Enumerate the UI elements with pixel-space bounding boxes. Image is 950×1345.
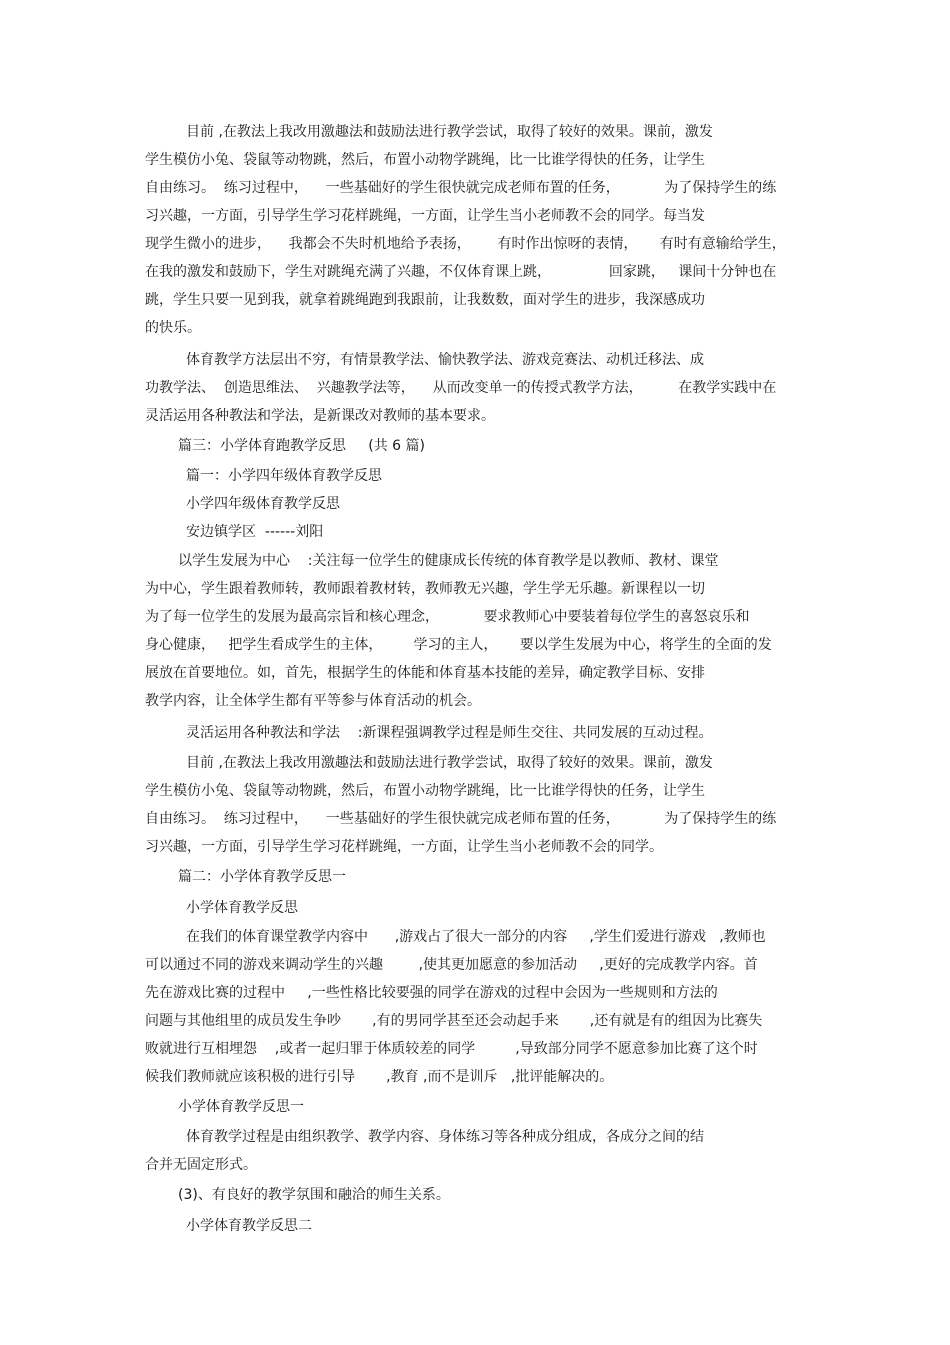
- paragraph-line: 现学生微小的进步， 我都会不失时机地给予表扬， 有时作出惊呀的表情， 有时有意输给学生，: [145, 236, 786, 252]
- paragraph-line: 学生模仿小兔、袋鼠等动物跳，然后，布置小动物学跳绳，比一比谁学得快的任务，让学生: [145, 783, 705, 799]
- article-title: 小学体育教学反思二: [186, 1218, 312, 1234]
- section-heading: 篇三：小学体育跑教学反思 (共 6 篇): [178, 438, 425, 454]
- paragraph-line: 败就进行互相埋怨 ,或者一起归罪于体质较差的同学 ,导致部分同学不愿意参加比赛了这个时: [145, 1041, 758, 1057]
- article-title: 小学体育教学反思: [186, 900, 298, 916]
- section-heading: 篇二：小学体育教学反思一: [178, 869, 346, 885]
- paragraph-line: 合并无固定形式。: [145, 1157, 257, 1173]
- article-title: 小学四年级体育教学反思: [186, 496, 340, 512]
- paragraph-line: 学生模仿小兔、袋鼠等动物跳，然后，布置小动物学跳绳，比一比谁学得快的任务，让学生: [145, 152, 705, 168]
- paragraph-line: 习兴趣，一方面，引导学生学习花样跳绳，一方面，让学生当小老师教不会的同学。: [145, 839, 663, 855]
- paragraph-line: 可以通过不同的游戏来调动学生的兴趣 ,使其更加愿意的参加活动 ,更好的完成教学内容。首: [145, 957, 758, 973]
- author-line: 安边镇学区 ------刘阳: [186, 524, 324, 540]
- paragraph-line: 习兴趣，一方面，引导学生学习花样跳绳，一方面，让学生当小老师教不会的同学。每当发: [145, 208, 705, 224]
- paragraph-line: 为中心，学生跟着教师转，教师跟着教材转，教师教无兴趣，学生学无乐趣。新课程以一切: [145, 581, 705, 597]
- paragraph-line: 目前 ,在教法上我改用激趣法和鼓励法进行教学尝试，取得了较好的效果。课前，激发: [186, 755, 713, 771]
- paragraph-line: 灵活运用各种教法和学法 :新课程强调教学过程是师生交往、共同发展的互动过程。: [186, 725, 713, 741]
- paragraph-line: 展放在首要地位。如，首先，根据学生的体能和体育基本技能的差异，确定教学目标、安排: [145, 665, 705, 681]
- paragraph-line: 体育教学方法层出不穷，有情景教学法、愉快教学法、游戏竞赛法、动机迁移法、成: [186, 352, 704, 368]
- paragraph-line: 身心健康， 把学生看成学生的主体， 学习的主人， 要以学生发展为中心，将学生的全面的发: [145, 637, 772, 653]
- paragraph-line: 功教学法、 创造思维法、 兴趣教学法等， 从而改变单一的传授式教学方法， 在教学实践中在: [145, 380, 777, 396]
- paragraph-line: 体育教学过程是由组织教学、教学内容、身体练习等各种成分组成，各成分之间的结: [186, 1129, 704, 1145]
- paragraph-line: 自由练习。 练习过程中， 一些基础好的学生很快就完成老师布置的任务， 为了保持学生的练: [145, 811, 777, 827]
- article-title: 小学体育教学反思一: [178, 1099, 304, 1115]
- paragraph-line: 在我的激发和鼓励下，学生对跳绳充满了兴趣，不仅体育课上跳， 回家跳， 课间十分钟也在: [145, 264, 777, 280]
- paragraph-line: 教学内容，让全体学生都有平等参与体育活动的机会。: [145, 693, 481, 709]
- paragraph-line: 候我们教师就应该积极的进行引导 ,教育 ,而不是训斥 ,批评能解决的。: [145, 1069, 614, 1085]
- paragraph-line: 的快乐。: [145, 320, 201, 336]
- article-heading: 篇一：小学四年级体育教学反思: [186, 468, 382, 484]
- paragraph-line: 目前 ,在教法上我改用激趣法和鼓励法进行教学尝试，取得了较好的效果。课前，激发: [186, 124, 713, 140]
- paragraph-line: (3)、有良好的教学氛围和融洽的师生关系。: [178, 1187, 450, 1203]
- paragraph-line: 在我们的体育课堂教学内容中 ,游戏占了很大一部分的内容 ,学生们爱进行游戏 ,教师也: [186, 929, 766, 945]
- paragraph-line: 为了每一位学生的发展为最高宗旨和核心理念， 要求教师心中要装着每位学生的喜怒哀乐和: [145, 609, 750, 625]
- paragraph-line: 先在游戏比赛的过程中 ,一些性格比较要强的同学在游戏的过程中会因为一些规则和方法的: [145, 985, 718, 1001]
- paragraph-line: 跳，学生只要一见到我，就拿着跳绳跑到我跟前，让我数数，面对学生的进步，我深感成功: [145, 292, 705, 308]
- paragraph-line: 自由练习。 练习过程中， 一些基础好的学生很快就完成老师布置的任务， 为了保持学生的练: [145, 180, 777, 196]
- paragraph-line: 问题与其他组里的成员发生争吵 ,有的男同学甚至还会动起手来 ,还有就是有的组因为比赛失: [145, 1013, 763, 1029]
- paragraph-line: 以学生发展为中心 :关注每一位学生的健康成长传统的体育教学是以教师、教材、课堂: [178, 553, 719, 569]
- paragraph-line: 灵活运用各种教法和学法，是新课改对教师的基本要求。: [145, 408, 495, 424]
